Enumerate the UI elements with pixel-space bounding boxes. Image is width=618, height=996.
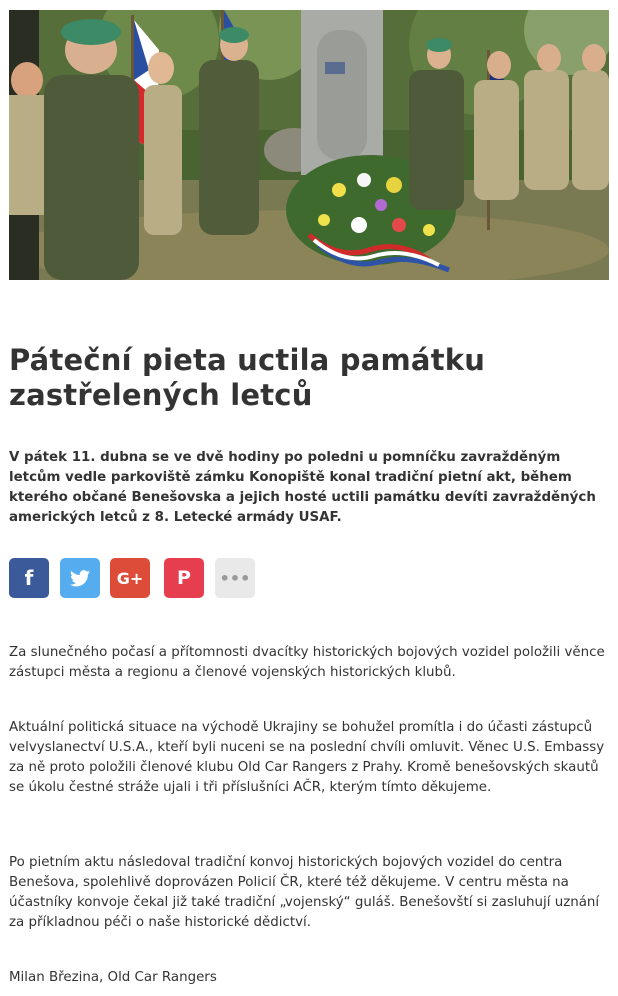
pinterest-share-button[interactable] bbox=[164, 558, 204, 598]
facebook-icon: f bbox=[24, 566, 34, 590]
share-bar bbox=[9, 558, 269, 598]
article-paragraph: Po pietním aktu následoval tradiční konvoj historických bojových vozidel do centra Benešova, spolehlivě doprovázen Policií ČR, které též děkujeme. V centru města na účastníky konvoje čekal již také tradiční „vojenský“ guláš. Benešovští si zasluhují uznání za příkladnou péči o naše historické dědictví. bbox=[9, 855, 600, 930]
twitter-share-button[interactable] bbox=[60, 558, 100, 598]
article-lead: V pátek 11. dubna se ve dvě hodiny po poledni u pomníčku zavražděným letcům vedle parkoviště zámku Konopiště konal tradiční pietní akt, během kterého občané Benešovska a jejich hosté uctili památku devíti zavražděných amerických letců z 8. Letecké armády USAF. bbox=[9, 450, 596, 525]
google-plus-share-button[interactable] bbox=[110, 558, 150, 598]
article-title: Páteční pieta uctila památku zastřelených letců bbox=[9, 343, 486, 412]
hero-photo bbox=[9, 10, 609, 280]
article-hero-image bbox=[9, 10, 609, 280]
article-author: Milan Březina, Old Car Rangers bbox=[9, 970, 217, 985]
more-share-button[interactable] bbox=[215, 558, 255, 598]
more-icon: ••• bbox=[219, 568, 251, 588]
google-plus-icon: G+ bbox=[116, 568, 144, 588]
twitter-icon bbox=[70, 570, 90, 587]
facebook-share-button[interactable] bbox=[9, 558, 49, 598]
article-paragraph: Za slunečného počasí a přítomnosti dvacítky historických bojových vozidel položili věnce zástupci města a regionu a členové vojenských historických klubů. bbox=[9, 645, 605, 680]
article-paragraph: Aktuální politická situace na východě Ukrajiny se bohužel promítla i do účasti zástupců velvyslanectví U.S.A., kteří byli nuceni se na poslední chvíli omluvit. Věnec U.S. Embassy za ně proto položili členové klubu Old Car Rangers z Prahy. Kromě benešovských skautů se úkolu čestné stráže ujali i tři příslušníci AČR, kterým tímto děkujeme. bbox=[9, 720, 605, 795]
pinterest-icon: P bbox=[177, 567, 191, 589]
